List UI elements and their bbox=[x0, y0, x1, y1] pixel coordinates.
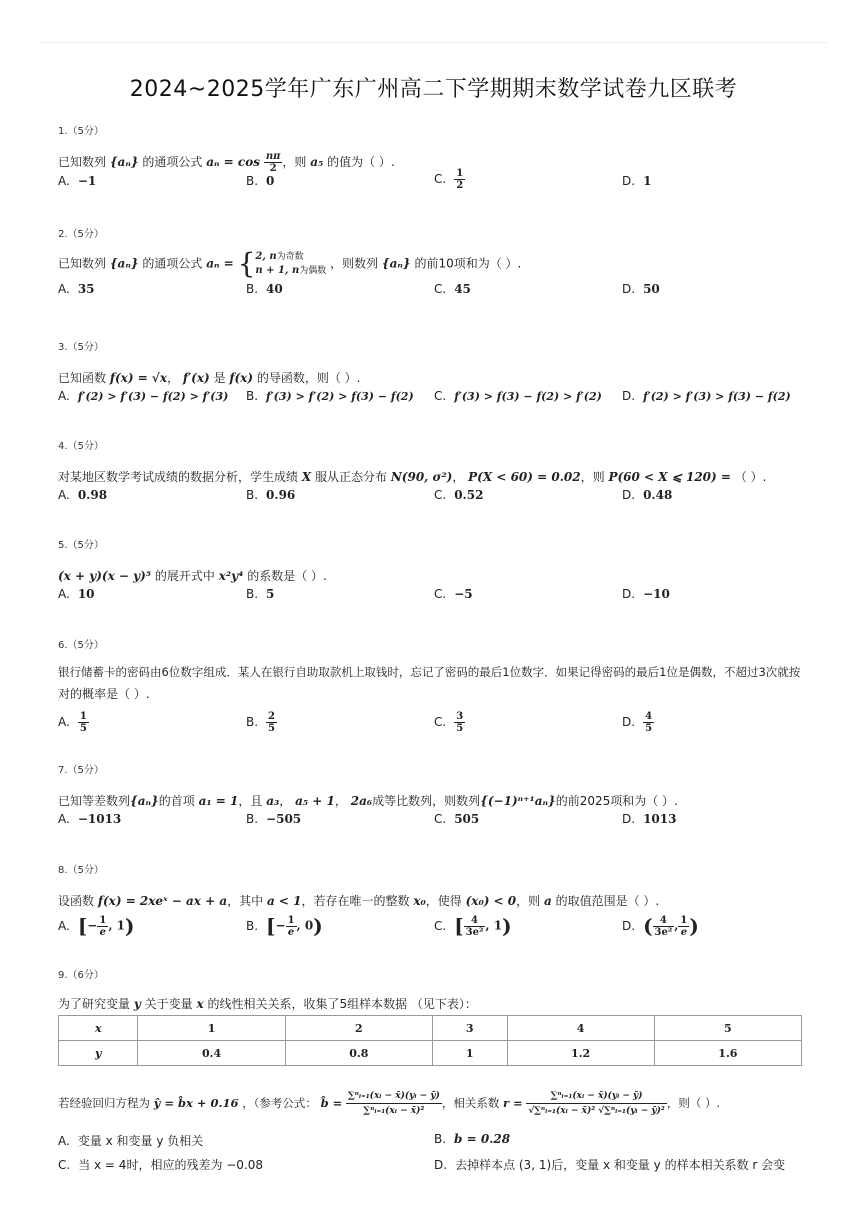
option-b[interactable] bbox=[246, 711, 277, 734]
stem-math: b̂ = bbox=[320, 1096, 343, 1110]
table-row bbox=[59, 1041, 802, 1066]
stem-text: 已知函数 bbox=[58, 371, 107, 385]
question-head: 5.（5分） bbox=[58, 540, 104, 551]
fraction-numerator: 3 bbox=[456, 711, 464, 722]
option-a[interactable] bbox=[58, 812, 121, 826]
option-label: C. bbox=[434, 918, 447, 933]
option-a[interactable] bbox=[58, 389, 228, 403]
question-head: 1.（5分） bbox=[58, 126, 104, 137]
table-cell: 2 bbox=[285, 1016, 432, 1041]
option-c[interactable] bbox=[58, 1156, 263, 1173]
question-stem bbox=[58, 466, 807, 488]
option-a[interactable] bbox=[58, 587, 95, 601]
question-5 bbox=[58, 536, 807, 609]
option-b[interactable] bbox=[246, 812, 301, 826]
option-value: 5 bbox=[266, 587, 275, 601]
interval-bracket: ) bbox=[125, 914, 135, 938]
option-value: , 1 bbox=[485, 918, 503, 933]
option-row bbox=[58, 168, 807, 196]
fraction-denominator: 5 bbox=[79, 723, 87, 734]
table-cell: 3 bbox=[432, 1016, 507, 1041]
option-b[interactable] bbox=[246, 174, 274, 188]
option-label: D. bbox=[622, 488, 636, 502]
fraction-numerator: nπ bbox=[265, 151, 281, 162]
option-a[interactable] bbox=[58, 174, 96, 188]
table-cell: x bbox=[59, 1016, 138, 1041]
table-cell: 5 bbox=[654, 1016, 801, 1041]
option-value: f′(2) > f′(3) > f(3) − f(2) bbox=[643, 390, 791, 403]
stem-text: 已知数列 bbox=[58, 155, 107, 169]
fraction-denominator: 5 bbox=[645, 723, 653, 734]
option-value: 0.52 bbox=[454, 488, 484, 502]
option-fraction bbox=[454, 711, 465, 734]
stem-text: 的导函数，则（ ）. bbox=[256, 371, 361, 385]
option-fraction bbox=[454, 168, 465, 191]
stem-text: ，则 bbox=[580, 470, 605, 484]
option-sign: − bbox=[275, 918, 286, 933]
option-label: C. bbox=[434, 172, 447, 186]
option-label: C. bbox=[434, 488, 447, 502]
fraction-numerator: 2 bbox=[268, 711, 276, 722]
option-label: D. bbox=[434, 1158, 448, 1172]
option-c[interactable] bbox=[434, 812, 479, 826]
stem-math: (x + y)(x − y)⁵ bbox=[58, 569, 152, 583]
page-title: 2024~2025学年广东广州高二下学期期末数学试卷九区联考 bbox=[129, 77, 738, 102]
option-label: A. bbox=[58, 282, 70, 296]
fraction-denominator: 5 bbox=[268, 723, 276, 734]
option-value: 0.98 bbox=[77, 488, 108, 502]
option-fraction bbox=[266, 711, 277, 734]
option-d[interactable] bbox=[622, 174, 651, 188]
stem-text: ，则 bbox=[282, 155, 307, 169]
stem-text: 若经验回归方程为 bbox=[58, 1096, 150, 1110]
option-label: C. bbox=[434, 812, 447, 826]
option-label: D. bbox=[622, 174, 636, 188]
option-label: B. bbox=[246, 389, 259, 403]
option-b[interactable] bbox=[246, 488, 295, 502]
question-4 bbox=[58, 437, 807, 510]
option-fraction bbox=[678, 915, 689, 938]
option-label: A. bbox=[58, 488, 70, 502]
stem-text: 已知数列 bbox=[58, 256, 107, 271]
question-stem bbox=[58, 661, 807, 705]
stem-math: ŷ = b̂x + 0.16 bbox=[153, 1096, 239, 1110]
option-fraction bbox=[643, 711, 654, 734]
option-label: B. bbox=[246, 282, 259, 296]
stem-text: ， bbox=[334, 794, 347, 808]
stem-text: ，（参考公式： bbox=[242, 1096, 317, 1110]
stem-math: a₁ = 1 bbox=[198, 794, 239, 808]
option-value: 1 bbox=[643, 174, 652, 188]
stem-text: ， bbox=[166, 371, 179, 385]
stem-math: f(x) = 2xeˣ − ax + a bbox=[97, 894, 228, 908]
stem-text: ，若存在唯一的整数 bbox=[301, 894, 410, 908]
stem-text: 的取值范围是（ ）. bbox=[555, 894, 660, 908]
case-text: 为奇数 bbox=[276, 252, 304, 262]
table-cell: 4 bbox=[507, 1016, 654, 1041]
option-value: 1013 bbox=[643, 812, 677, 826]
stem-text: 是 bbox=[213, 371, 226, 385]
fraction-denominator: 3e² bbox=[654, 926, 673, 938]
option-value: 0 bbox=[266, 174, 275, 188]
stem-text: ，则数列 bbox=[330, 256, 379, 271]
question-stem bbox=[58, 565, 807, 587]
option-label: D. bbox=[622, 389, 636, 403]
interval-bracket: ) bbox=[313, 914, 323, 938]
interval-bracket: [ bbox=[77, 914, 88, 938]
option-value: 45 bbox=[454, 282, 471, 296]
option-c[interactable] bbox=[434, 711, 465, 734]
option-c[interactable] bbox=[434, 282, 471, 296]
option-d[interactable] bbox=[622, 488, 672, 502]
option-value: −1013 bbox=[77, 812, 122, 826]
fraction-denominator: e bbox=[680, 926, 688, 938]
question-6 bbox=[58, 636, 807, 733]
stem-math: (x₀) < 0 bbox=[465, 894, 517, 908]
stem-text: ，则 bbox=[516, 894, 541, 908]
table-cell: 1.2 bbox=[507, 1041, 654, 1066]
question-head: 3.（5分） bbox=[58, 342, 104, 353]
question-stem bbox=[58, 790, 807, 812]
fraction-denominator: 5 bbox=[456, 723, 464, 734]
fraction-denominator: ∑ⁿᵢ₌₁(xᵢ − x̄)² bbox=[363, 1106, 425, 1116]
option-row bbox=[58, 587, 807, 609]
stem-math: N(90, σ²) bbox=[390, 470, 453, 484]
option-label: B. bbox=[246, 715, 259, 729]
option-value: f′(3) > f(3) − f(2) > f′(2) bbox=[454, 390, 602, 403]
stem-text: 服从正态分布 bbox=[314, 470, 387, 484]
stem-text: 的系数是（ ）. bbox=[247, 569, 327, 583]
stem-text: 对某地区数学考试成绩的数据分析，学生成绩 bbox=[58, 470, 299, 484]
stem-text: ，使得 bbox=[425, 894, 462, 908]
option-value: 去掉样本点 (3, 1)后，变量 x 和变量 y 的样本相关系数 r 会变 bbox=[455, 1158, 786, 1172]
interval-bracket: ( bbox=[643, 914, 653, 938]
option-label: C. bbox=[434, 282, 447, 296]
stem-math: a bbox=[543, 894, 552, 908]
table-cell: 1 bbox=[432, 1041, 507, 1066]
option-row bbox=[58, 1132, 807, 1156]
stem-text: 关于变量 bbox=[144, 997, 193, 1011]
fraction-numerator: 1 bbox=[456, 168, 464, 179]
piecewise-cases bbox=[255, 250, 326, 278]
interval-bracket: [ bbox=[266, 914, 276, 938]
option-b[interactable] bbox=[246, 587, 274, 601]
slope-formula-fraction bbox=[346, 1089, 442, 1118]
option-label: A. bbox=[58, 918, 70, 933]
sample-data-table bbox=[58, 1015, 802, 1066]
option-label: B. bbox=[246, 587, 259, 601]
option-value: −1 bbox=[77, 174, 97, 188]
stem-fraction bbox=[264, 151, 283, 174]
question-head: 8.（5分） bbox=[58, 865, 104, 876]
stem-math: f′(x) bbox=[182, 371, 210, 385]
question-stem bbox=[58, 993, 807, 1015]
option-label: A. bbox=[58, 1134, 70, 1148]
option-value: f′(2) > f′(3) − f(2) > f′(3) bbox=[77, 390, 229, 403]
stem-line: 对的概率是（ ）. bbox=[58, 687, 150, 701]
option-d[interactable] bbox=[622, 914, 699, 938]
stem-text: 已知等差数列 bbox=[58, 794, 131, 808]
question-head: 9.（6分） bbox=[58, 970, 104, 981]
option-value: 0.48 bbox=[643, 488, 673, 502]
option-value: 50 bbox=[643, 282, 660, 296]
option-a[interactable] bbox=[58, 282, 95, 296]
option-label: D. bbox=[622, 918, 636, 933]
question-head: 2.（5分） bbox=[58, 229, 104, 240]
stem-text: 的通项公式 bbox=[142, 155, 203, 169]
question-8 bbox=[58, 861, 807, 946]
option-a[interactable] bbox=[58, 1132, 203, 1149]
stem-text: 的通项公式 bbox=[142, 256, 203, 271]
stem-math: P(X < 60) = 0.02 bbox=[468, 470, 581, 484]
option-label: D. bbox=[622, 282, 636, 296]
option-d[interactable] bbox=[622, 587, 670, 601]
stem-text: 的前10项和为（ ）. bbox=[414, 256, 522, 271]
option-value: 35 bbox=[77, 282, 95, 296]
interval-bracket: [ bbox=[454, 914, 464, 938]
option-row bbox=[58, 282, 807, 304]
stem-text: 的展开式中 bbox=[154, 569, 215, 583]
stem-line: 银行储蓄卡的密码由6位数字组成．某人在银行自助取款机上取钱时，忘记了密码的最后1位数字．如果记得密码的最后1位是偶数，不超过3次就按 bbox=[58, 665, 801, 679]
option-d[interactable] bbox=[434, 1156, 785, 1173]
question-stem bbox=[58, 151, 807, 174]
fraction-numerator: 1 bbox=[99, 914, 107, 926]
option-value: 0.96 bbox=[266, 488, 296, 502]
interval-bracket: ) bbox=[689, 914, 699, 938]
stem-text: 的首项 bbox=[158, 794, 195, 808]
fraction-numerator: 4 bbox=[653, 915, 675, 927]
option-value: −505 bbox=[266, 812, 302, 826]
fraction-numerator: 1 bbox=[680, 914, 688, 926]
option-value: −10 bbox=[643, 587, 670, 601]
fraction-numerator: 4 bbox=[464, 915, 486, 927]
option-label: A. bbox=[58, 715, 70, 729]
option-fraction bbox=[97, 915, 108, 938]
stem-text: 的前2025项和为（ ）. bbox=[555, 794, 678, 808]
option-b[interactable] bbox=[246, 914, 323, 938]
option-d[interactable] bbox=[622, 389, 791, 403]
question-stem bbox=[58, 247, 807, 280]
stem-text: 的值为（ ）. bbox=[327, 155, 395, 169]
option-label: C. bbox=[434, 587, 447, 601]
option-fraction bbox=[653, 915, 675, 938]
option-row bbox=[58, 389, 807, 411]
stem-math: a < 1 bbox=[266, 894, 302, 908]
option-label: B. bbox=[246, 174, 259, 188]
fraction-numerator: 4 bbox=[645, 711, 653, 722]
option-value: , 1 bbox=[108, 918, 126, 933]
fraction-denominator: 3e² bbox=[465, 926, 484, 938]
stem-math: a₅ + 1 bbox=[295, 794, 335, 808]
option-label: B. bbox=[434, 1132, 447, 1146]
option-label: A. bbox=[58, 587, 70, 601]
fraction-denominator: e bbox=[287, 926, 295, 938]
option-a[interactable] bbox=[58, 488, 107, 502]
option-row bbox=[58, 488, 807, 510]
option-value: 505 bbox=[454, 812, 480, 826]
fraction-numerator: ∑ⁿᵢ₌₁(xᵢ − x̄)(yᵢ − ȳ) bbox=[526, 1089, 666, 1104]
stem-math: aₙ = bbox=[206, 256, 234, 271]
option-c[interactable] bbox=[434, 168, 465, 191]
table-cell: 0.4 bbox=[138, 1041, 285, 1066]
fraction-denominator: √∑ⁿᵢ₌₁(xᵢ − x̄)² √∑ⁿᵢ₌₁(yᵢ − ȳ)² bbox=[528, 1106, 665, 1116]
option-label: C. bbox=[434, 715, 447, 729]
question-7 bbox=[58, 761, 807, 834]
option-b[interactable] bbox=[434, 1132, 510, 1146]
option-d[interactable] bbox=[622, 282, 660, 296]
option-row bbox=[58, 912, 807, 946]
option-label: A. bbox=[58, 174, 70, 188]
stem-text: ，其中 bbox=[227, 894, 264, 908]
stem-math: 2a₆ bbox=[350, 794, 373, 808]
stem-math: P(60 < X ⩽ 120) = bbox=[608, 470, 731, 484]
option-sign: − bbox=[87, 918, 98, 933]
stem-math: aₙ = cos bbox=[206, 155, 260, 169]
question-9 bbox=[58, 966, 807, 1180]
option-fraction bbox=[464, 915, 486, 938]
option-c[interactable] bbox=[434, 587, 473, 601]
stem-math: {aₙ} bbox=[109, 155, 139, 169]
question-3 bbox=[58, 338, 807, 411]
option-row bbox=[58, 711, 807, 733]
question-1 bbox=[58, 122, 807, 196]
stem-math: {(−1)ⁿ⁺¹aₙ} bbox=[480, 794, 556, 808]
option-fraction bbox=[78, 711, 89, 734]
question-head: 6.（5分） bbox=[58, 640, 104, 651]
stem-math: x bbox=[196, 997, 204, 1011]
question-2 bbox=[58, 225, 807, 304]
option-value: −5 bbox=[454, 587, 473, 601]
option-fraction bbox=[286, 915, 297, 938]
option-label: C. bbox=[434, 389, 447, 403]
question-stem bbox=[58, 367, 807, 389]
option-row bbox=[58, 1156, 807, 1180]
option-value: 10 bbox=[77, 587, 95, 601]
interval-bracket: ) bbox=[502, 914, 512, 938]
stem-text: 的线性相关关系，收集了5组样本数据 （见下表）： bbox=[207, 997, 477, 1011]
option-d[interactable] bbox=[622, 812, 676, 826]
option-label: B. bbox=[246, 918, 259, 933]
fraction-denominator: e bbox=[99, 926, 107, 938]
option-label: C. bbox=[58, 1158, 71, 1172]
option-label: D. bbox=[622, 715, 636, 729]
fraction-denominator: 2 bbox=[269, 163, 277, 174]
stem-math: f(x) bbox=[229, 371, 253, 385]
stem-text: ，且 bbox=[238, 794, 263, 808]
option-c[interactable] bbox=[434, 488, 483, 502]
regression-formula-line bbox=[58, 1074, 807, 1132]
option-label: B. bbox=[246, 812, 259, 826]
option-label: A. bbox=[58, 812, 70, 826]
fraction-denominator: 2 bbox=[456, 180, 464, 191]
stem-text: 成等比数列，则数列 bbox=[372, 794, 481, 808]
stem-math: x₀ bbox=[413, 894, 426, 908]
table-row bbox=[59, 1016, 802, 1041]
table-cell: 1.6 bbox=[654, 1041, 801, 1066]
stem-math: x²y⁴ bbox=[218, 569, 244, 583]
question-stem bbox=[58, 890, 807, 912]
option-value: f′(3) > f′(2) > f(3) − f(2) bbox=[266, 390, 414, 403]
stem-math: f(x) = √x bbox=[109, 371, 167, 385]
option-b[interactable] bbox=[246, 282, 283, 296]
stem-math: {aₙ} bbox=[381, 256, 411, 271]
case-text: 为偶数 bbox=[299, 266, 327, 276]
case-math: n + 1, n bbox=[255, 265, 300, 276]
stem-text: ，则（ ）. bbox=[666, 1096, 721, 1110]
stem-math: a₅ bbox=[310, 155, 324, 169]
option-b[interactable] bbox=[246, 389, 414, 403]
stem-text: ，相关系数 bbox=[441, 1096, 500, 1110]
option-value: 40 bbox=[266, 282, 283, 296]
option-label: B. bbox=[246, 488, 259, 502]
fraction-numerator: 1 bbox=[79, 711, 87, 722]
question-head: 4.（5分） bbox=[58, 441, 104, 452]
table-cell: y bbox=[59, 1041, 138, 1066]
stem-text: 为了研究变量 bbox=[58, 997, 131, 1011]
fraction-numerator: 1 bbox=[287, 914, 295, 926]
stem-math: y bbox=[133, 997, 141, 1011]
option-value: , bbox=[674, 918, 679, 933]
case-math: 2, n bbox=[255, 251, 277, 262]
left-brace: { bbox=[237, 247, 256, 280]
option-a[interactable] bbox=[58, 914, 135, 938]
option-c[interactable] bbox=[434, 914, 512, 938]
option-value: b = 0.28 bbox=[454, 1132, 511, 1146]
stem-math: r = bbox=[502, 1096, 523, 1110]
stem-math: {aₙ} bbox=[109, 256, 139, 271]
stem-math: a₃ bbox=[266, 794, 280, 808]
option-value: , 0 bbox=[296, 918, 314, 933]
option-a[interactable] bbox=[58, 711, 89, 734]
stem-math: X bbox=[301, 470, 312, 484]
option-label: D. bbox=[622, 812, 636, 826]
top-divider bbox=[40, 42, 827, 43]
table-cell: 1 bbox=[138, 1016, 285, 1041]
option-value: 当 x = 4时，相应的残差为 −0.08 bbox=[78, 1158, 264, 1172]
option-label: A. bbox=[58, 389, 70, 403]
option-row bbox=[58, 812, 807, 834]
option-value: 变量 x 和变量 y 负相关 bbox=[77, 1134, 204, 1148]
correlation-formula-fraction bbox=[526, 1089, 666, 1118]
option-d[interactable] bbox=[622, 711, 654, 734]
stem-text: ， bbox=[452, 470, 465, 484]
option-label: D. bbox=[622, 587, 636, 601]
question-head: 7.（5分） bbox=[58, 765, 104, 776]
stem-text: 设函数 bbox=[58, 894, 95, 908]
table-cell: 0.8 bbox=[285, 1041, 432, 1066]
stem-text: （ ）. bbox=[734, 470, 767, 484]
stem-text: ， bbox=[279, 794, 292, 808]
stem-math: {aₙ} bbox=[130, 794, 159, 808]
fraction-numerator: ∑ⁿᵢ₌₁(xᵢ − x̄)(yᵢ − ȳ) bbox=[346, 1089, 442, 1104]
option-c[interactable] bbox=[434, 389, 602, 403]
